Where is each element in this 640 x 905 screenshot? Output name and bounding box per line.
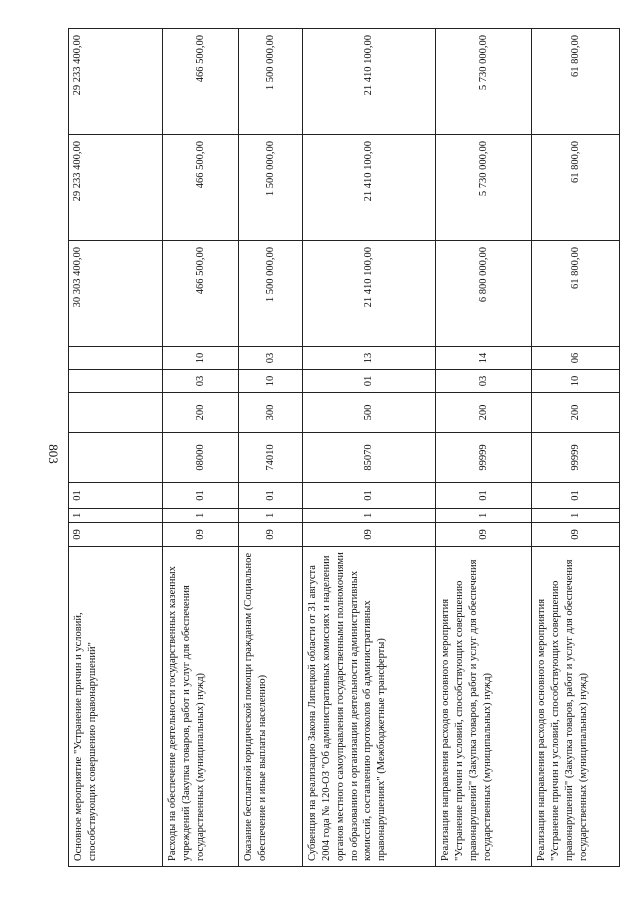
code-cell: 13 — [303, 347, 436, 370]
code-cell: 74010 — [239, 433, 303, 483]
code-cell: 09 — [532, 523, 620, 547]
code-cell: 01 — [69, 483, 163, 509]
code-cell — [69, 433, 163, 483]
amount-year-2: 29 233 400,00 — [69, 135, 163, 241]
code-cell: 1 — [69, 509, 163, 523]
code-cell: 200 — [163, 393, 239, 433]
amount-year-2: 5 730 000,00 — [436, 135, 532, 241]
amount-year-3: 466 500,00 — [163, 29, 239, 135]
code-cell — [69, 393, 163, 433]
amount-year-1: 466 500,00 — [163, 241, 239, 347]
code-cell: 08000 — [163, 433, 239, 483]
code-cell: 01 — [436, 483, 532, 509]
amount-year-2: 466 500,00 — [163, 135, 239, 241]
row-name: Расходы на обеспечение деятельности государственных казенных учреждений (Закупка товаров, работ и услуг для обеспечения государственных (муниципальных) нужд) — [163, 547, 239, 867]
amount-year-2: 61 800,00 — [532, 135, 620, 241]
table-row — [239, 29, 303, 867]
code-cell: 85070 — [303, 433, 436, 483]
amount-year-3: 29 233 400,00 — [69, 29, 163, 135]
row-name: Оказание бесплатной юридической помощи гражданам (Социальное обеспечение и иные выплаты населению) — [239, 547, 303, 867]
code-cell: 500 — [303, 393, 436, 433]
code-cell: 06 — [532, 347, 620, 370]
code-cell: 1 — [163, 509, 239, 523]
row-name: Основное мероприятие "Устранение причин и условий, способствующих совершению правонарушений" — [69, 547, 163, 867]
amount-year-3: 61 800,00 — [532, 29, 620, 135]
code-cell: 10 — [532, 370, 620, 393]
table-row — [303, 29, 436, 867]
row-name: Реализация направления расходов основного мероприятия "Устранение причин и условий, способствующих совершению правонарушений" (Закупка товаров, работ и услуг для обеспечения государственных (муниципальных) нужд) — [532, 547, 620, 867]
amount-year-1: 30 303 400,00 — [69, 241, 163, 347]
code-cell: 300 — [239, 393, 303, 433]
code-cell: 200 — [436, 393, 532, 433]
code-cell: 09 — [163, 523, 239, 547]
row-name: Реализация направления расходов основного мероприятия "Устранение причин и условий, способствующих совершению правонарушений" (Закупка товаров, работ и услуг для обеспечения государственных (муниципальных) нужд) — [436, 547, 532, 867]
code-cell: 09 — [69, 523, 163, 547]
code-cell: 01 — [303, 370, 436, 393]
code-cell: 1 — [303, 509, 436, 523]
code-cell: 03 — [239, 347, 303, 370]
code-cell: 99999 — [436, 433, 532, 483]
code-cell — [69, 347, 163, 370]
page-number-text: 803 — [46, 444, 61, 464]
page-number — [43, 442, 63, 466]
code-cell: 03 — [436, 370, 532, 393]
amount-year-1: 6 800 000,00 — [436, 241, 532, 347]
code-cell: 99999 — [532, 433, 620, 483]
amount-year-2: 21 410 100,00 — [303, 135, 436, 241]
code-cell: 09 — [303, 523, 436, 547]
row-name: Субвенция на реализацию Закона Липецкой области от 31 августа 2004 года № 120-ОЗ "Об административных комиссиях и наделении органов местного самоуправления государственными полномочиями по образованию и организации деятельности административных комиссий, составлению протоколов об административных правонарушениях" (Межбюджетные трансферты) — [303, 547, 436, 867]
code-cell: 10 — [163, 347, 239, 370]
amount-year-2: 1 500 000,00 — [239, 135, 303, 241]
code-cell: 1 — [532, 509, 620, 523]
table-row — [436, 29, 532, 867]
amount-year-1: 21 410 100,00 — [303, 241, 436, 347]
code-cell: 01 — [239, 483, 303, 509]
code-cell: 1 — [436, 509, 532, 523]
table-row — [163, 29, 239, 867]
code-cell: 01 — [163, 483, 239, 509]
table-row — [69, 29, 163, 867]
budget-table — [68, 28, 620, 867]
code-cell — [69, 370, 163, 393]
code-cell: 1 — [239, 509, 303, 523]
amount-year-3: 21 410 100,00 — [303, 29, 436, 135]
code-cell: 10 — [239, 370, 303, 393]
code-cell: 200 — [532, 393, 620, 433]
budget-table-container — [68, 29, 619, 867]
code-cell: 09 — [239, 523, 303, 547]
amount-year-1: 61 800,00 — [532, 241, 620, 347]
amount-year-1: 1 500 000,00 — [239, 241, 303, 347]
table-row — [532, 29, 620, 867]
code-cell: 01 — [532, 483, 620, 509]
code-cell: 01 — [303, 483, 436, 509]
code-cell: 14 — [436, 347, 532, 370]
code-cell: 03 — [163, 370, 239, 393]
amount-year-3: 5 730 000,00 — [436, 29, 532, 135]
amount-year-3: 1 500 000,00 — [239, 29, 303, 135]
code-cell: 09 — [436, 523, 532, 547]
